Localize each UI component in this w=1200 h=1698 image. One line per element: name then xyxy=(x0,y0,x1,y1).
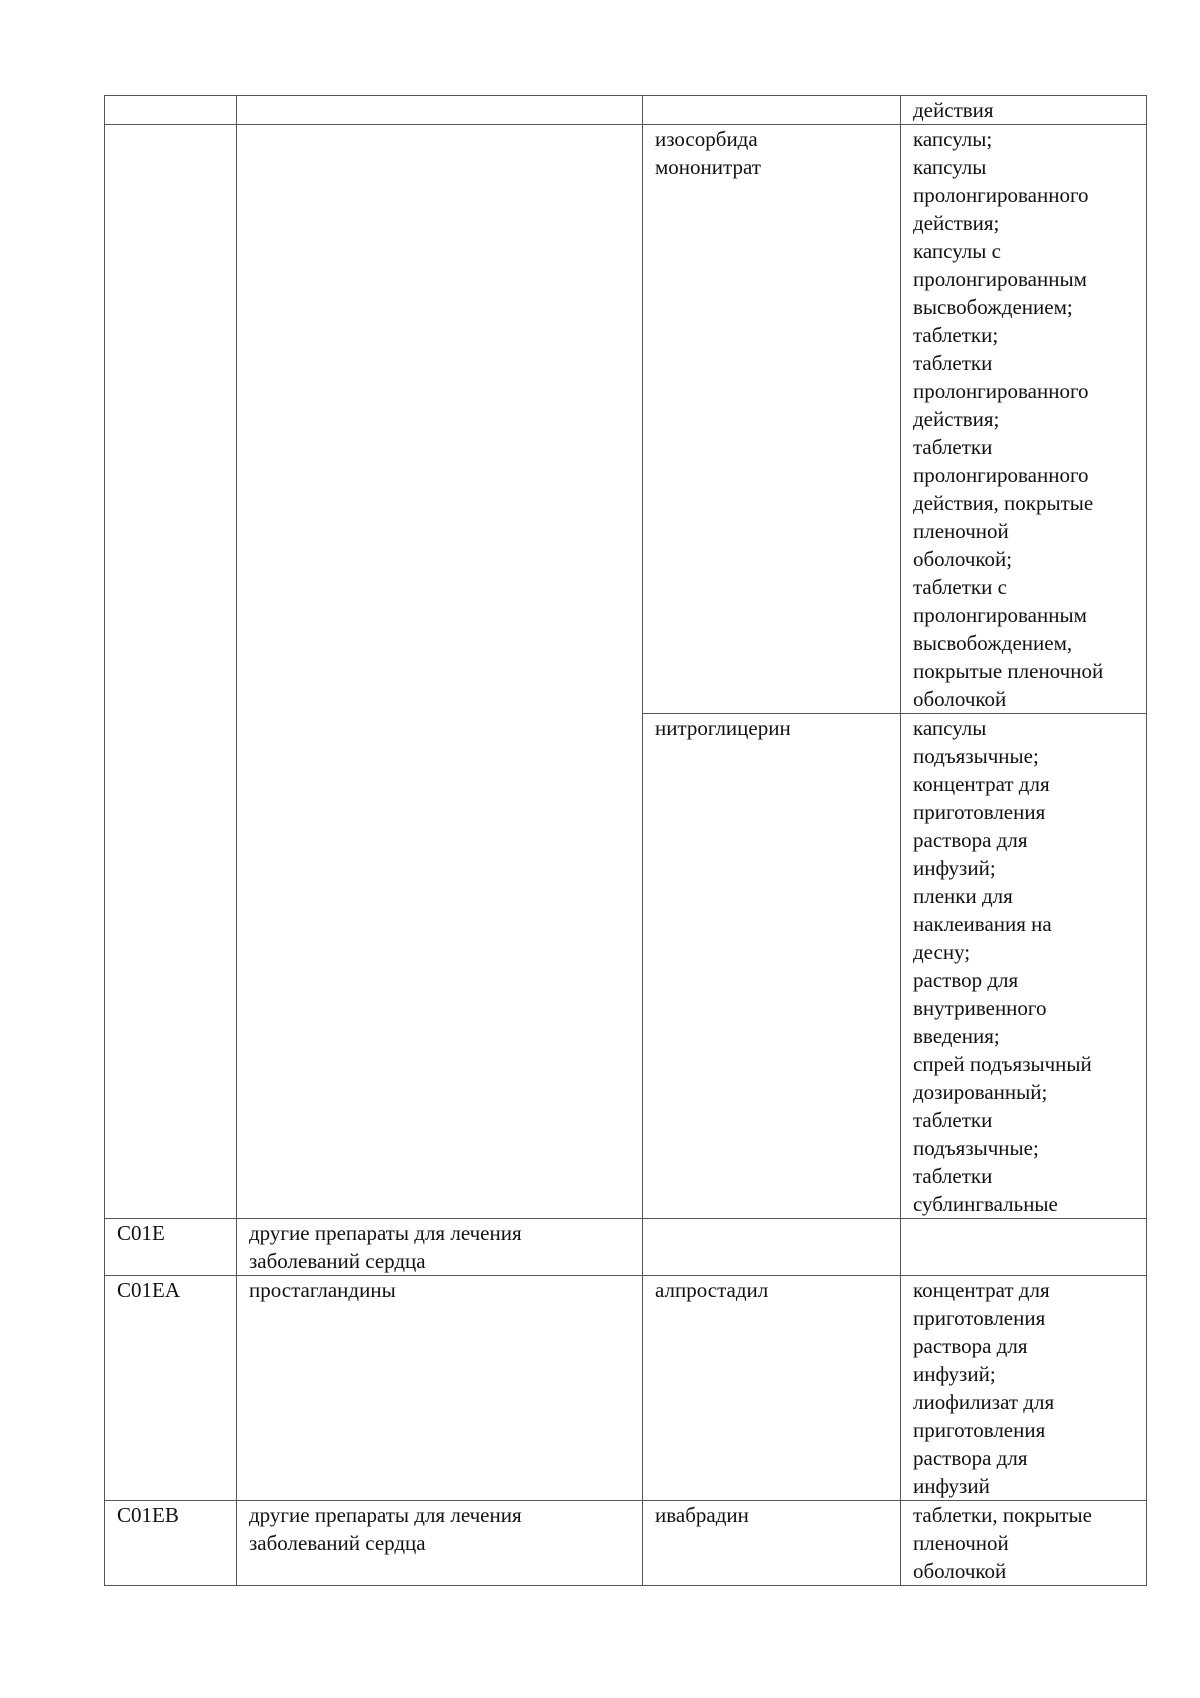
cell-text-line: сублингвальные xyxy=(913,1192,1058,1216)
atc-code-cell: C01EB xyxy=(105,1501,237,1586)
cell-text-line: пролонгированным xyxy=(913,267,1087,291)
cell-text-line: подъязычные; xyxy=(913,744,1039,768)
cell-text-line: капсулы с xyxy=(913,239,1001,263)
cell-text-line: покрытые пленочной xyxy=(913,659,1104,683)
dosage-form-cell xyxy=(901,1501,1147,1586)
cell-text-line: введения; xyxy=(913,1024,1000,1048)
cell-text-line: нитроглицерин xyxy=(655,716,791,740)
cell-text-line: действия; xyxy=(913,211,1000,235)
dosage-form-cell xyxy=(901,1276,1147,1501)
cell-text-line: приготовления xyxy=(913,800,1046,824)
dosage-form-cell xyxy=(901,714,1147,1219)
cell-text-line: пролонгированного xyxy=(913,463,1089,487)
cell-text-line: другие препараты для лечения xyxy=(249,1503,522,1527)
cell-text-line: ивабрадин xyxy=(655,1503,749,1527)
cell-text-line: приготовления xyxy=(913,1418,1046,1442)
pharmacological-group-cell xyxy=(237,1501,643,1586)
cell-text-line: таблетки; xyxy=(913,323,999,347)
cell-text-line: дозированный; xyxy=(913,1080,1048,1104)
cell-text-line: оболочкой xyxy=(913,1559,1007,1583)
drug-name-cell xyxy=(643,714,901,1219)
pharmacological-group-cell xyxy=(237,96,643,125)
cell-text-line: инфузий; xyxy=(913,856,996,880)
cell-text-line: пролонгированным xyxy=(913,603,1087,627)
cell-text-line: действия, покрытые xyxy=(913,491,1094,515)
cell-text-line: высвобождением; xyxy=(913,295,1073,319)
cell-text-line: таблетки xyxy=(913,435,993,459)
cell-text-line: пленочной xyxy=(913,1531,1009,1555)
cell-text-line: заболеваний сердца xyxy=(249,1531,426,1555)
table-row xyxy=(105,125,1147,714)
cell-text-line: таблетки xyxy=(913,1108,993,1132)
cell-text-line: раствора для xyxy=(913,1446,1028,1470)
pharmacological-group-cell xyxy=(237,1219,643,1276)
cell-text-line: высвобождением, xyxy=(913,631,1073,655)
atc-code-cell xyxy=(105,96,237,125)
table-row xyxy=(105,1276,1147,1501)
drug-name-cell xyxy=(643,1219,901,1276)
cell-text-line: оболочкой; xyxy=(913,547,1013,571)
cell-text-line: наклеивания на xyxy=(913,912,1052,936)
drug-name-cell xyxy=(643,1276,901,1501)
pharmacological-group-cell xyxy=(237,1276,643,1501)
table-row xyxy=(105,1219,1147,1276)
cell-text-line: изосорбида xyxy=(655,127,758,151)
cell-text-line: простагландины xyxy=(249,1278,396,1302)
cell-text-line: пленки для xyxy=(913,884,1013,908)
cell-text-line: приготовления xyxy=(913,1306,1046,1330)
dosage-form-cell xyxy=(901,1219,1147,1276)
cell-text-line: капсулы; xyxy=(913,127,993,151)
cell-text-line: другие препараты для лечения xyxy=(249,1221,522,1245)
cell-text-line: концентрат для xyxy=(913,1278,1050,1302)
cell-text-line: действия xyxy=(913,98,994,122)
cell-text-line: раствора для xyxy=(913,1334,1028,1358)
table-row xyxy=(105,1501,1147,1586)
drug-name-cell xyxy=(643,96,901,125)
cell-text-line: подъязычные; xyxy=(913,1136,1039,1160)
dosage-form-cell xyxy=(901,96,1147,125)
cell-text-line: десну; xyxy=(913,940,971,964)
dosage-form-cell xyxy=(901,125,1147,714)
cell-text-line: спрей подъязычный xyxy=(913,1052,1092,1076)
cell-text-line: инфузий xyxy=(913,1474,990,1498)
cell-text-line: лиофилизат для xyxy=(913,1390,1055,1414)
cell-text-line: мононитрат xyxy=(655,155,761,179)
cell-text-line: таблетки xyxy=(913,351,993,375)
drug-list-table xyxy=(104,95,1147,1586)
cell-text-line: таблетки с xyxy=(913,575,1007,599)
pharmacological-group-cell xyxy=(237,125,643,1219)
atc-code-cell: C01E xyxy=(105,1219,237,1276)
cell-text-line: капсулы xyxy=(913,155,987,179)
table-row xyxy=(105,96,1147,125)
cell-text-line: таблетки xyxy=(913,1164,993,1188)
cell-text-line: заболеваний сердца xyxy=(249,1249,426,1273)
cell-text-line: пленочной xyxy=(913,519,1009,543)
drug-name-cell xyxy=(643,125,901,714)
atc-code-cell xyxy=(105,125,237,1219)
cell-text-line: пролонгированного xyxy=(913,379,1089,403)
cell-text-line: инфузий; xyxy=(913,1362,996,1386)
cell-text-line: капсулы xyxy=(913,716,987,740)
cell-text-line: внутривенного xyxy=(913,996,1047,1020)
cell-text-line: раствор для xyxy=(913,968,1019,992)
cell-text-line: концентрат для xyxy=(913,772,1050,796)
cell-text-line: действия; xyxy=(913,407,1000,431)
cell-text-line: пролонгированного xyxy=(913,183,1089,207)
cell-text-line: алпростадил xyxy=(655,1278,769,1302)
cell-text-line: раствора для xyxy=(913,828,1028,852)
cell-text-line: таблетки, покрытые xyxy=(913,1503,1092,1527)
cell-text-line: оболочкой xyxy=(913,687,1007,711)
atc-code-cell: C01EA xyxy=(105,1276,237,1501)
drug-name-cell xyxy=(643,1501,901,1586)
